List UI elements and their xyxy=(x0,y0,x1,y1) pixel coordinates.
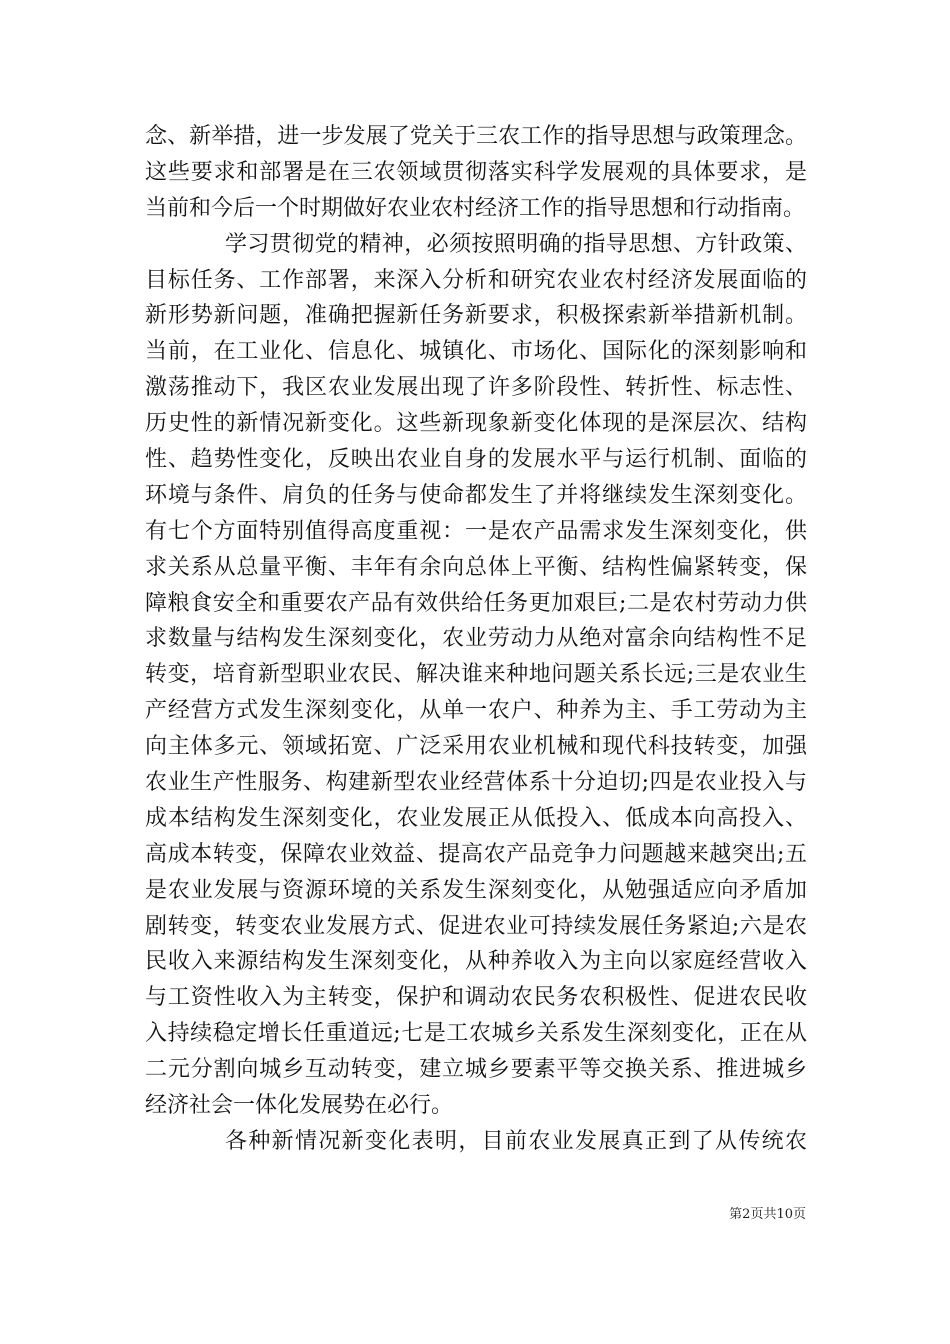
text-line: 当前和今后一个时期做好农业农村经济工作的指导思想和行动指南。 xyxy=(145,195,806,221)
text-line: 激荡推动下，我区农业发展出现了许多阶段性、转折性、标志性、 xyxy=(145,375,807,401)
text-line: 求数量与结构发生深刻变化，农业劳动力从绝对富余向结构性不足 xyxy=(145,626,807,652)
text-line: 环境与条件、肩负的任务与使命都发生了并将继续发生深刻变化。 xyxy=(145,482,807,508)
text-line: 产经营方式发生深刻变化，从单一农户、种养为主、手工劳动为主 xyxy=(145,698,807,724)
text-line: 成本结构发生深刻变化，农业发展正从低投入、低成本向高投入、 xyxy=(145,805,807,831)
text-line: 求关系从总量平衡、丰年有余向总体上平衡、结构性偏紧转变，保 xyxy=(145,554,807,580)
text-line: 学习贯彻党的精神，必须按照明确的指导思想、方针政策、 xyxy=(225,231,807,257)
text-line: 与工资性收入为主转变，保护和调动农民务农积极性、促进农民收 xyxy=(145,985,807,1011)
text-line: 是农业发展与资源环境的关系发生深刻变化，从勉强适应向矛盾加 xyxy=(145,877,807,903)
page-number: 第2页共10页 xyxy=(729,1207,806,1222)
text-line: 经济社会一体化发展势在必行。 xyxy=(145,1093,454,1119)
text-line: 当前，在工业化、信息化、城镇化、市场化、国际化的深刻影响和 xyxy=(145,339,807,365)
text-line: 农业生产性服务、构建新型农业经营体系十分迫切;四是农业投入与 xyxy=(145,770,807,796)
paragraph xyxy=(145,227,807,1124)
text-line: 历史性的新情况新变化。这些新现象新变化体现的是深层次、结构 xyxy=(145,411,807,437)
paragraph xyxy=(145,1124,807,1160)
text-line: 入持续稳定增长任重道远;七是工农城乡关系发生深刻变化，正在从 xyxy=(145,1021,807,1047)
text-line: 性、趋势性变化，反映出农业自身的发展水平与运行机制、面临的 xyxy=(145,447,807,473)
document-body xyxy=(145,119,807,1160)
text-line: 念、新举措，进一步发展了党关于三农工作的指导思想与政策理念。 xyxy=(145,124,807,149)
text-line: 剧转变，转变农业发展方式、促进农业可持续发展任务紧迫;六是农 xyxy=(145,913,807,939)
text-line: 各种新情况新变化表明，目前农业发展真正到了从传统农 xyxy=(225,1128,807,1154)
text-line: 这些要求和部署是在三农领域贯彻落实科学发展观的具体要求，是 xyxy=(145,159,807,185)
text-line: 二元分割向城乡互动转变，建立城乡要素平等交换关系、推进城乡 xyxy=(145,1057,807,1083)
text-line: 有七个方面特别值得高度重视：一是农产品需求发生深刻变化，供 xyxy=(145,518,807,544)
text-line: 新形势新问题，准确把握新任务新要求，积极探索新举措新机制。 xyxy=(145,303,807,329)
text-line: 民收入来源结构发生深刻变化，从种养收入为主向以家庭经营收入 xyxy=(145,949,807,975)
text-line: 高成本转变，保障农业效益、提高农产品竞争力问题越来越突出;五 xyxy=(145,841,807,867)
text-line: 障粮食安全和重要农产品有效供给任务更加艰巨;二是农村劳动力供 xyxy=(145,590,807,616)
text-line: 目标任务、工作部署，来深入分析和研究农业农村经济发展面临的 xyxy=(145,267,807,293)
text-line: 转变，培育新型职业农民、解决谁来种地问题关系长远;三是农业生 xyxy=(145,662,807,688)
paragraph xyxy=(145,119,807,227)
text-line: 向主体多元、领域拓宽、广泛采用农业机械和现代科技转变，加强 xyxy=(145,734,807,760)
